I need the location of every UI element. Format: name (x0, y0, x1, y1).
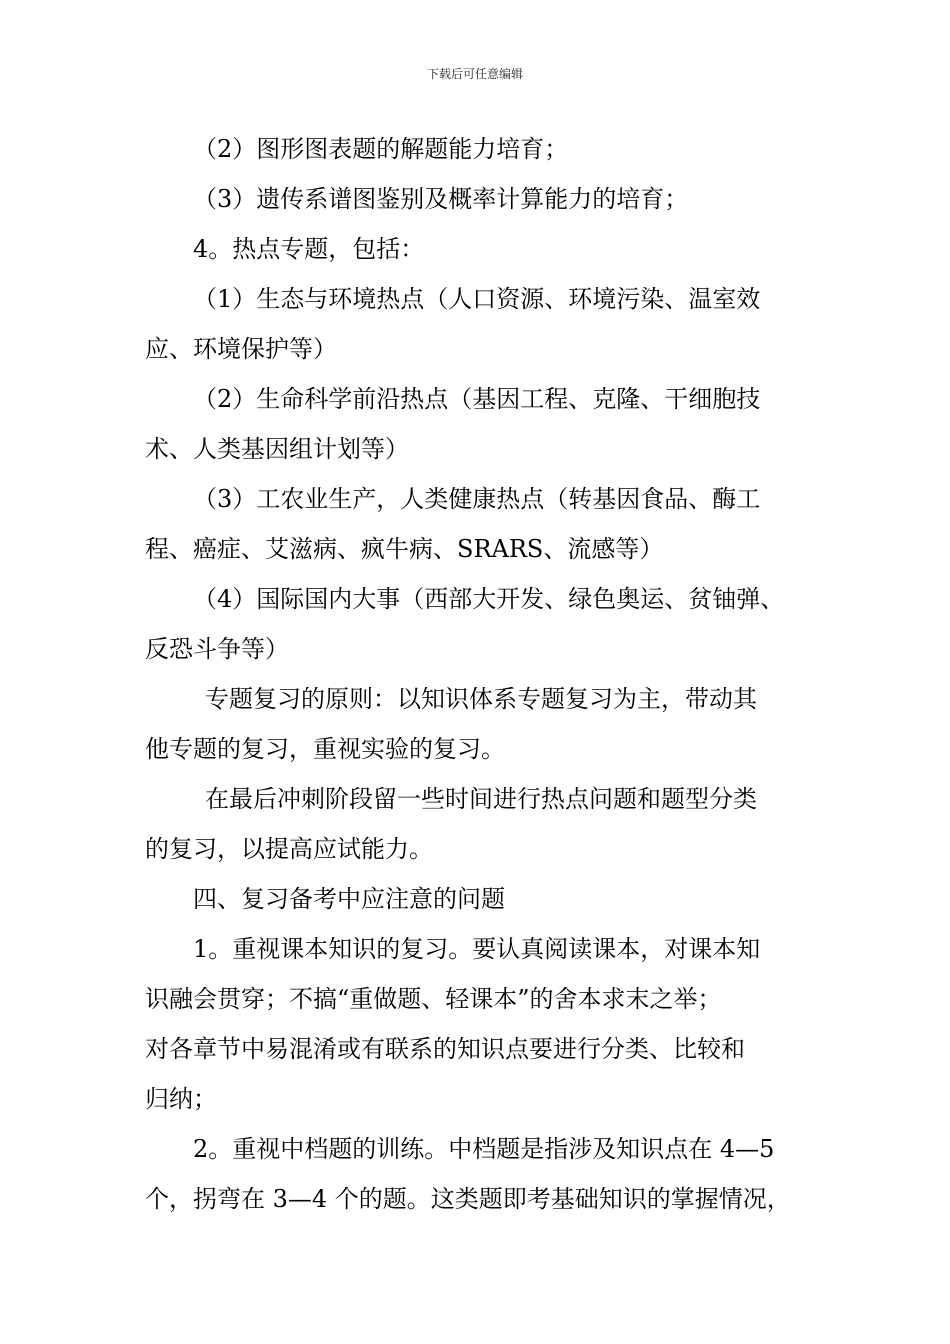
text-line: 应、环境保护等） (145, 335, 337, 363)
text-line: （1）生态与环境热点（人口资源、环境污染、温室效 (193, 285, 761, 313)
document-body (145, 124, 811, 1224)
text-line: 4。热点专题，包括： (193, 235, 425, 263)
section-heading: 四、复习备考中应注意的问题 (193, 885, 505, 913)
text-line: 术、人类基因组计划等） (145, 435, 409, 463)
text-line: 程、癌症、艾滋病、疯牛病、SRARS、流感等） (145, 535, 664, 563)
text-line: 1。重视课本知识的复习。要认真阅读课本，对课本知 (193, 935, 761, 963)
text-line: 2。重视中档题的训练。中档题是指涉及知识点在 4—5 (193, 1135, 775, 1163)
text-line: （3）工农业生产，人类健康热点（转基因食品、酶工 (193, 485, 761, 513)
text-line: 在最后冲刺阶段留一些时间进行热点问题和题型分类 (205, 785, 757, 813)
text-line: 反恐斗争等） (145, 635, 289, 663)
text-line: 归纳； (145, 1085, 217, 1113)
text-line: 个，拐弯在 3—4 个的题。这类题即考基础知识的掌握情况， (145, 1185, 791, 1213)
page-header: 下载后可任意编辑 (426, 67, 523, 81)
text-line: （3）遗传系谱图鉴别及概率计算能力的培育； (193, 185, 689, 213)
text-line: （4）国际国内大事（西部大开发、绿色奥运、贫铀弹、 (193, 585, 785, 613)
text-line: 专题复习的原则：以知识体系专题复习为主，带动其 (205, 685, 757, 713)
text-line: 他专题的复习，重视实验的复习。 (145, 735, 505, 763)
text-line: 对各章节中易混淆或有联系的知识点要进行分类、比较和 (145, 1035, 745, 1063)
text-line: 识融会贯穿；不搞“重做题、轻课本”的舍本求末之举； (145, 985, 722, 1013)
text-line: （2）生命科学前沿热点（基因工程、克隆、干细胞技 (193, 385, 761, 413)
text-line: 的复习，以提高应试能力。 (145, 835, 433, 863)
text-line: （2）图形图表题的解题能力培育； (193, 135, 569, 163)
